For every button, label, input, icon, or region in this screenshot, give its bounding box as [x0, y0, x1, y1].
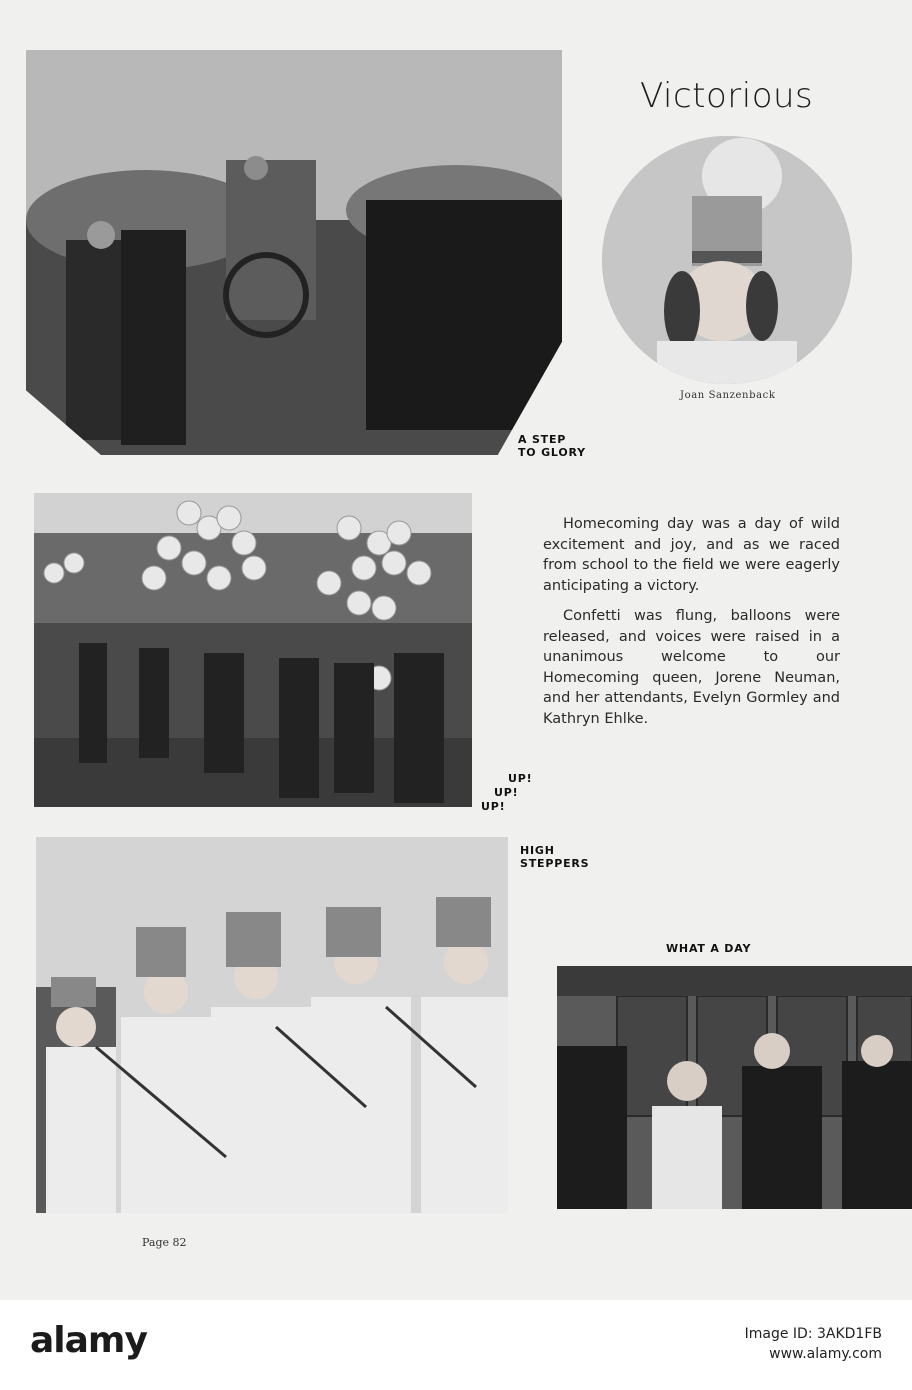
page-title: Victorious [640, 76, 814, 116]
article-text [543, 514, 840, 739]
balloon-scene-graphic [34, 493, 472, 807]
paragraph-1: Homecoming day was a day of wild excitement and joy, and as we raced from school to the field we were eagerly anticipating a victory. [543, 516, 840, 594]
caption-high-steppers [520, 844, 589, 870]
caption-a-step [518, 433, 586, 459]
photo-carriage [26, 50, 562, 455]
majorettes-graphic [36, 837, 508, 1213]
photo-majorettes [36, 837, 508, 1213]
caption-high: HIGH [520, 844, 555, 857]
locker-scene-graphic [557, 966, 912, 1209]
photo-balloons [34, 493, 472, 807]
caption-up-3: UP! [481, 800, 506, 813]
paragraph-2: Confetti was flung, balloons were released, and voices were raised in a unanimous welcome to our Homecoming queen, Jorene Neuman, and her attendants, Evelyn Gormley and Kathryn Ehlke. [543, 608, 840, 727]
footer-info [745, 1324, 882, 1364]
brand-logo: alamy [30, 1320, 147, 1361]
caption-steppers: STEPPERS [520, 857, 590, 870]
photo-lockers [557, 966, 912, 1209]
caption-what-a-day: WHAT A DAY [666, 942, 752, 955]
watermark-footer [0, 1300, 912, 1390]
portrait-caption: Joan Sanzenback [680, 390, 776, 401]
caption-up-2: UP! [494, 786, 519, 799]
image-id: Image ID: 3AKD1FB [744, 1326, 882, 1342]
site-url: www.alamy.com [769, 1346, 882, 1362]
portrait-photo [602, 136, 852, 384]
majorette-portrait-graphic [602, 136, 852, 384]
page-number: Page 82 [142, 1236, 187, 1249]
caption-a-step-line2: TO GLORY [518, 446, 586, 459]
caption-a-step-line1: A STEP [518, 433, 567, 446]
carriage-scene-graphic [26, 50, 562, 455]
caption-up-1: UP! [508, 772, 533, 785]
